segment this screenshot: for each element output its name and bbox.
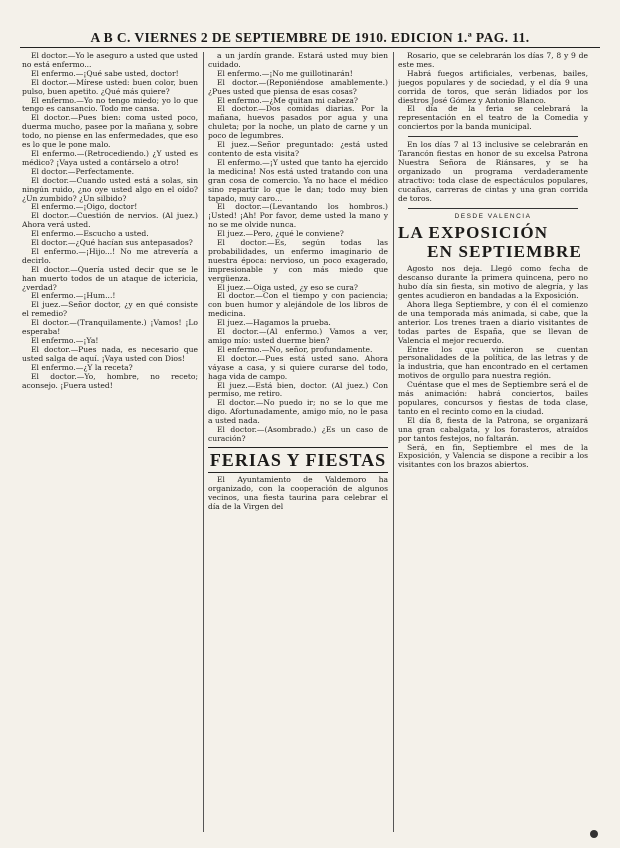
paragraph: El enfermo.—¡Ya! [31, 336, 99, 345]
ferias-headline: FERIAS Y FIESTAS [208, 447, 388, 473]
column-divider [393, 52, 394, 832]
paragraph: Cuéntase que el mes de Septiembre será el de más animación: habrá conciertos, bailes populares, concursos y fiestas de toda clase, tanto en el recinto como en la ciudad. [398, 380, 588, 416]
paragraph: El doctor.—Pues bien: coma usted poco, duerma mucho, pasee por la mañana y, sobre todo, no piense en las enfermedades, que eso es lo que le pone malo. [22, 113, 198, 150]
paragraph: a un jardín grande. Estará usted muy bien cuidado. [208, 52, 388, 69]
column-divider [203, 52, 204, 832]
section-kicker: DESDE VALENCIA [454, 212, 532, 220]
paragraph: El enfermo.—¡Y usted que tanto ha ejercido la medicina! Nos está usted tratando con una gran cosa de comercio. Ya no hace el médico sino repartir lo que le dan; todo muy bien tapado, muy caro... [208, 157, 388, 203]
paragraph: El enfermo.—¡Qué sabe usted, doctor! [31, 68, 179, 78]
paragraph: El juez.—Hagamos la prueba. [217, 318, 331, 328]
masthead: A B C. VIERNES 2 DE SEPTIEMBRE DE 1910. EDICION 1.ª PAG. 11. [90, 30, 530, 45]
paragraph: El enfermo.—(Retrocediendo.) ¿Y usted es médico? ¡Vaya usted a contárselo a otro! [22, 148, 198, 167]
headline-line-2: EN SEPTIEMBRE [427, 242, 582, 262]
paragraph: El día 8, fiesta de la Patrona, se organizará una gran cabalgata, y los forasteros, atraídos por tantos festejos, no faltarán. [398, 415, 588, 443]
paragraph: El doctor.—(Asombrado.) ¿Es un caso de curación? [208, 425, 388, 443]
paragraph: El enfermo.—Escucho a usted. [31, 229, 149, 239]
paragraph: El enfermo.—¡Hijo...! No me atrevería a decirlo. [22, 246, 198, 265]
masthead-rule [20, 47, 600, 48]
column-2 [208, 52, 388, 832]
paragraph: El doctor.—Perfectamente. [31, 166, 135, 176]
paragraph: Rosario, que se celebrarán los días 7, 8 y 9 de este mes. [398, 52, 588, 69]
paragraph: El Ayuntamiento de Valdemoro ha organizado, con la cooperación de algunos vecinos, una fiesta taurina para celebrar el día de la Virgen del [208, 474, 388, 511]
paragraph: El doctor.—Yo le aseguro a usted que usted no está enfermo... [22, 52, 198, 69]
paragraph: Agosto nos deja. Llegó como fecha de descanso durante la primera quincena, pero no hubo día sin fiesta, sin motivo de alegría, y las gentes acudieron en bandadas a la Exposición. [398, 264, 588, 301]
paragraph: En los días 7 al 13 inclusive se celebrarán en Tarancón fiestas en honor de su excelsa Patrona Nuestra Señora de Riánsares, y se ha organizado un programa verdaderamente atractivo: toda clase de espectáculos populares, cucañas, carreras de cintas y una gran corrida de toros. [398, 140, 588, 203]
column-3 [398, 52, 588, 832]
paragraph: El doctor.—(Levantando los hombros.) ¡Usted! ¡Ah! Por favor, deme usted la mano y no se me olvide nunca. [208, 202, 388, 230]
paragraph: El enfermo.—¡Hum...! [31, 291, 116, 301]
column-1 [22, 52, 198, 832]
paragraph: El doctor.—Pues está usted sano. Ahora váyase a casa, y si quiere curarse del todo, haga vida de campo. [208, 353, 388, 381]
paragraph: El juez.—Señor doctor, ¿y en qué consiste el remedio? [22, 300, 198, 319]
paragraph: El doctor.—¿Qué hacían sus antepasados? [31, 238, 193, 248]
paragraph: El doctor.—(Tranquilamente.) ¡Vamos! ¡Lo esperaba! [22, 318, 198, 337]
paragraph: Habrá fuegos artificiales, verbenas, bailes, juegos populares y de sociedad, y el día 9 una corrida de toros, que serán lidiados por los diestros José Gómez y Antonio Blanco. [398, 68, 588, 105]
paragraph: El doctor.—Dos comidas diarias. Por la mañana, huevos pasados por agua y una chuleta; por la noche, un plato de carne y un poco de legumbres. [208, 104, 388, 141]
paragraph: El juez.—Está bien, doctor. (Al juez.) Con permiso, me retiro. [208, 380, 388, 399]
paragraph: El doctor.—Con el tiempo y con paciencia; con buen humor y alejándole de los libros de medicina. [208, 291, 388, 319]
paragraph: Será, en fin, Septiembre el mes de la Exposición, y Valencia se dispone a recibir a los visitantes con los brazos abiertos. [398, 442, 588, 470]
paragraph: El doctor.—Cuestión de nervios. (Al juez.) Ahora verá usted. [22, 211, 198, 230]
paragraph: El doctor.—Es, según todas las probabilidades, un enfermo imaginario de nuestra época: nervioso, un poco exagerado, impresionable y con más miedo que vergüenza. [208, 238, 388, 283]
paragraph: El día de la feria se celebrará la representación en el teatro de la Comedia y conciertos por la banda municipal. [398, 104, 588, 132]
paragraph: Ahora llega Septiembre, y con él el comienzo de una temporada más animada, si cabe, que la anterior. Los trenes traen a diario visitantes de todas partes de España, que se llevan de Valencia el mejor recuerdo. [398, 300, 588, 345]
paragraph: El doctor.—(Al enfermo.) Vamos a ver, amigo mío: usted duerme bien? [208, 327, 388, 345]
paragraph: El enfermo.—¿Y la receta? [31, 362, 133, 372]
paragraph: El doctor.—Quería usted decir que se le han muerto todos de un ataque de ictericia, ¿verdad? [22, 264, 198, 292]
paragraph: El enfermo.—Yo no tengo miedo; yo lo que tengo es cansancio. Todo me cansa. [22, 95, 198, 114]
headline-line-1: LA EXPOSICIÓN [398, 223, 549, 243]
paragraph: El juez.—Oiga usted, ¿y eso se cura? [217, 282, 358, 292]
paragraph: El enfermo.—¡Oigo, doctor! [31, 202, 138, 212]
paragraph: El doctor.—Pues nada, es necesario que usted salga de aquí. ¡Vaya usted con Dios! [22, 344, 198, 363]
section-rule [408, 208, 578, 209]
paragraph: El doctor.—Cuando usted está a solas, sin ningún ruido, ¿no oye usted algo en el oído? ¿Un zumbido? ¿Un silbido? [22, 175, 198, 203]
exposicion-headline [398, 223, 588, 261]
ink-dot-mark [590, 830, 598, 838]
paragraph: El juez.—Señor preguntado: ¿está usted contento de esta visita? [208, 140, 388, 158]
paragraph: Entre los que vinieron se cuentan personalidades de la política, de las letras y de la industria, que han encontrado en el certamen motivos de orgullo para nuestra región. [398, 344, 588, 381]
paragraph: El doctor.—Mírese usted: buen color, buen pulso, buen apetito. ¿Qué más quiere? [22, 77, 198, 96]
paragraph: El enfermo.—No, señor, profundamente. [217, 344, 373, 354]
paragraph: El doctor.—Yo, hombre, no receto; aconsejo. ¡Fuera usted! [22, 371, 198, 390]
paragraph: El doctor.—No puedo ir; no se lo que me digo. Afortunadamente, amigo mío, no le pasa a usted nada. [208, 398, 388, 426]
paragraph: El enfermo.—¿Me quitan mi cabeza? [217, 95, 358, 105]
paragraph: El juez.—Pero, ¿qué le conviene? [217, 229, 344, 239]
paragraph: El enfermo.—¡No me guillotinarán! [217, 68, 353, 78]
paragraph: El doctor.—(Reponiéndose amablemente.) ¿Pues usted que piensa de esas cosas? [208, 77, 388, 96]
section-rule [408, 136, 578, 137]
